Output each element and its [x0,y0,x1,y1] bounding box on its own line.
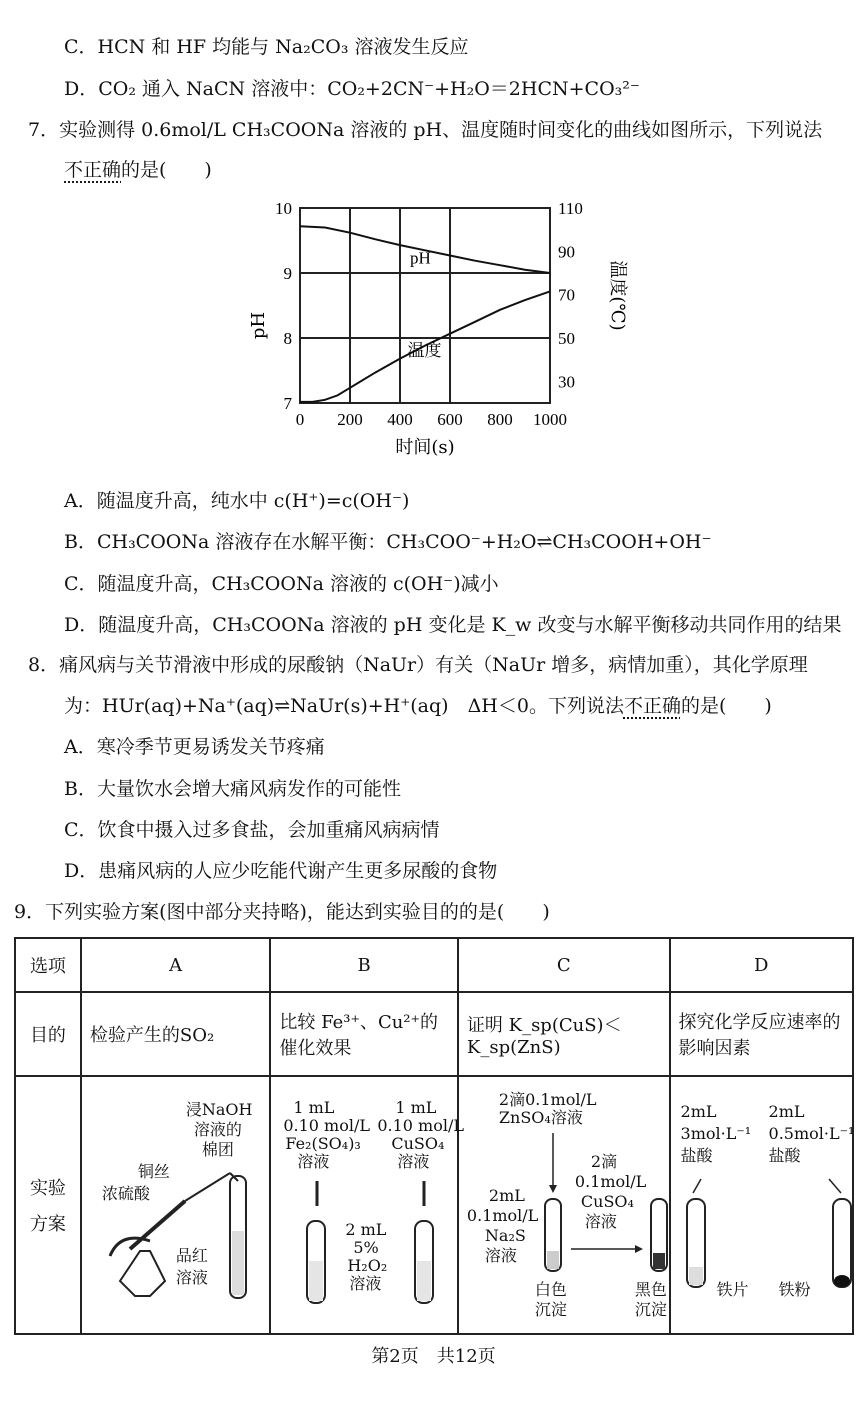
header-option: 选项 [15,938,81,992]
y-left-tick-label: 8 [283,329,292,348]
label-white-ppt-1: 白色 [534,1280,567,1299]
purpose-label: 目的 [15,992,81,1076]
label-black-ppt-2: 沉淀 [634,1300,667,1319]
label-b2-conc: 0.10 mol/L [377,1116,464,1135]
label-b1-conc: 0.10 mol/L [283,1116,370,1135]
label-hcl1-conc: 3mol·L⁻¹ [680,1124,752,1143]
label-na2s-solution: 溶液 [484,1246,517,1265]
label-naoh-2: 溶液的 [193,1120,242,1139]
label-hcl2: 盐酸 [768,1146,801,1165]
x-axis-label: 时间(s) [395,437,455,458]
label-white-ppt-2: 沉淀 [534,1300,567,1319]
label-naoh: 浸NaOH [185,1100,253,1119]
label-b1-volume: 1 mL [293,1098,335,1117]
label-b2-formula: CuSO₄ [391,1134,445,1153]
q8-emphasis: 不正确 [623,695,681,717]
q7-stem-post: 的是( ) [121,159,212,181]
label-cuso4-conc: 0.1mol/L [574,1172,647,1191]
q8-stem-line1: 8．痛风病与关节滑液中形成的尿酸钠（NaUr）有关（NaUr 增多，病情加重），其化学原理 [28,654,808,676]
series-label-ph: pH [410,248,431,268]
x-tick-label: 800 [487,410,513,429]
purpose-c: 证明 K_sp(CuS)＜K_sp(ZnS) [458,992,670,1076]
q8-option-d: D．患痛风病的人应少吃能代谢产生更多尿酸的食物 [64,860,498,882]
q8-option-c: C．饮食中摄入过多食盐，会加重痛风病病情 [64,819,440,841]
q7-option-c: C．随温度升高，CH₃COONa 溶液的 c(OH⁻)减小 [64,573,499,595]
scheme-label [15,1076,81,1334]
label-iron-sheet: 铁片 [716,1280,749,1299]
label-iron-powder: 铁粉 [778,1280,811,1299]
label-na2s-volume: 2mL [488,1186,525,1205]
label-hcl2-conc: 0.5mol·L⁻¹ [768,1124,855,1143]
label-h2o2-percent: 5% [353,1238,379,1257]
y-right-tick-label: 50 [558,329,575,348]
label-hcl2-volume: 2mL [768,1102,805,1121]
label-hcl1-volume: 2mL [680,1102,717,1121]
scheme-label-2: 方案 [29,1214,66,1235]
scheme-a [81,1076,270,1334]
header-a: A [81,938,270,992]
label-h2o2-volume: 2 mL [345,1220,387,1239]
y-right-tick-label: 110 [558,199,583,218]
label-copper-wire: 铜丝 [137,1162,170,1181]
label-b1-formula: Fe₂(SO₄)₃ [285,1134,361,1153]
label-hcl1: 盐酸 [680,1146,713,1165]
page-footer: 第2页 共12页 [371,1346,496,1367]
purpose-b: 比较 Fe³⁺、Cu²⁺的催化效果 [270,992,458,1076]
ph-temperature-chart [240,188,628,478]
scheme-c [458,1076,670,1334]
header-c: C [458,938,670,992]
q7-stem-line1: 7．实验测得 0.6mol/L CH₃COONa 溶液的 pH、温度随时间变化的曲线如图所示，下列说法 [28,119,823,141]
x-tick-label: 1000 [533,410,567,429]
y-left-tick-label: 10 [275,199,292,218]
label-magenta-1: 品红 [175,1246,208,1265]
y-left-axis-label: pH [248,311,269,340]
label-cuso4-formula: CuSO₄ [580,1192,634,1211]
y-right-tick-label: 30 [558,372,575,392]
q6-option-c: C．HCN 和 HF 均能与 Na₂CO₃ 溶液发生反应 [64,36,469,58]
q6-option-d: D．CO₂ 通入 NaCN 溶液中：CO₂+2CN⁻+H₂O＝2HCN+CO₃²⁻ [64,78,640,100]
label-cotton: 棉团 [201,1140,234,1159]
y-left-tick-label: 9 [283,264,292,283]
label-b2-solution: 溶液 [397,1152,430,1171]
scheme-label-1: 实验 [29,1178,66,1199]
q7-option-a: A．随温度升高，纯水中 c(H⁺)=c(OH⁻) [64,490,410,512]
scheme-d [670,1076,853,1334]
y-right-tick-label: 70 [558,285,575,305]
x-tick-label: 200 [337,410,363,429]
x-tick-label: 0 [295,410,305,429]
label-b1-solution: 溶液 [297,1152,330,1171]
header-d: D [670,938,853,992]
label-h2o2-solution: 溶液 [349,1274,382,1293]
label-na2s-formula: Na₂S [484,1226,526,1245]
label-cuso4-drops: 2滴 [590,1152,618,1171]
label-cuso4-solution: 溶液 [584,1212,617,1231]
purpose-d: 探究化学反应速率的影响因素 [670,992,853,1076]
scheme-b [270,1076,464,1334]
y-right-axis-label: 温度(℃) [607,260,628,331]
label-h2o2-formula: H₂O₂ [347,1256,388,1275]
label-black-ppt-1: 黑色 [634,1280,667,1299]
label-znso4-drops: 2滴0.1mol/L [498,1090,597,1109]
q8-option-b: B．大量饮水会增大痛风病发作的可能性 [64,778,401,800]
label-magenta-2: 溶液 [175,1268,208,1287]
q7-option-d: D．随温度升高，CH₃COONa 溶液的 pH 变化是 K_w 改变与水解平衡移动共同作用的结果 [64,614,842,636]
q9-options-table [14,937,854,1335]
q8-option-a: A．寒冷季节更易诱发关节疼痛 [64,736,325,758]
x-tick-label: 600 [437,410,463,429]
label-na2s-conc: 0.1mol/L [466,1206,539,1225]
label-znso4: ZnSO₄溶液 [498,1108,583,1127]
q8-stem-post: 的是( ) [680,695,772,717]
label-conc-sulfuric-acid: 浓硫酸 [101,1184,150,1203]
y-right-tick-label: 90 [558,242,575,262]
series-label-temperature: 温度 [407,341,442,362]
q9-stem: 9．下列实验方案(图中部分夹持略)，能达到实验目的的是( ) [14,901,550,923]
y-left-tick-label: 7 [283,394,292,413]
label-b2-volume: 1 mL [395,1098,437,1117]
q7-option-b: B．CH₃COONa 溶液存在水解平衡：CH₃COO⁻+H₂O⇌CH₃COOH+OH⁻ [64,531,712,553]
q7-emphasis: 不正确 [64,159,122,181]
purpose-a: 检验产生的SO₂ [81,992,270,1076]
header-b: B [270,938,458,992]
q7-stem-line2 [64,157,212,183]
q8-stem-pre: 为：HUr(aq)+Na⁺(aq)⇌NaUr(s)+H⁺(aq) ΔH＜0。下列说法 [64,695,624,717]
q8-stem-line2 [64,693,772,719]
x-tick-label: 400 [387,410,413,429]
